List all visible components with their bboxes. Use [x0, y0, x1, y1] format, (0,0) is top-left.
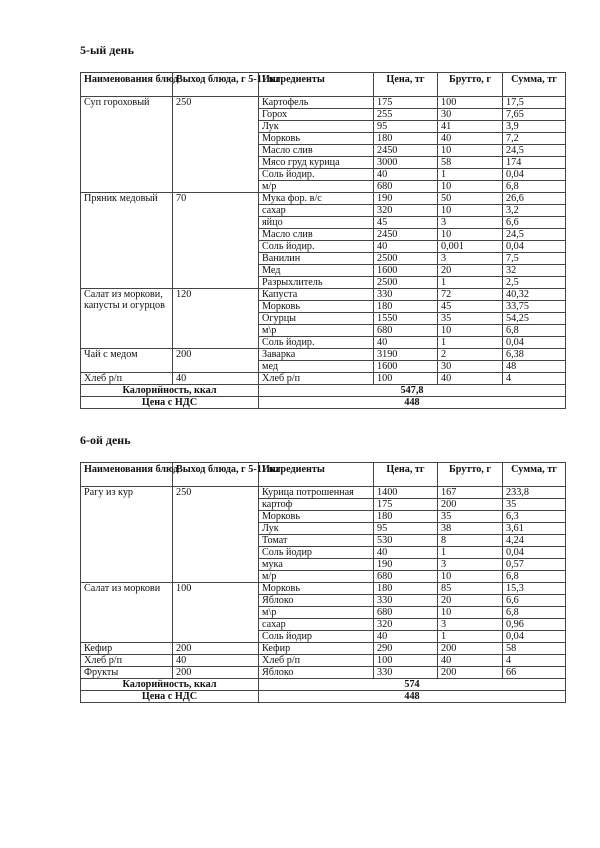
ingredient-price: 180: [374, 301, 438, 313]
ingredient-gross: 1: [438, 169, 503, 181]
ingredient-gross: 3: [438, 559, 503, 571]
ingredient-name: м\р: [259, 607, 374, 619]
dish-name: Суп гороховый: [81, 97, 173, 193]
ingredient-sum: 58: [503, 643, 566, 655]
ingredient-price: 175: [374, 499, 438, 511]
ingredient-sum: 0,04: [503, 631, 566, 643]
ingredient-name: Картофель: [259, 97, 374, 109]
dish-name: Салат из моркови, капусты и огурцов: [81, 289, 173, 349]
dish-yield: 70: [173, 193, 259, 289]
ingredient-sum: 6,38: [503, 349, 566, 361]
dish-name: Рагу из кур: [81, 487, 173, 583]
ingredient-name: Хлеб р/п: [259, 373, 374, 385]
ingredient-sum: 3,9: [503, 121, 566, 133]
ingredient-gross: 30: [438, 109, 503, 121]
ingredient-sum: 0,96: [503, 619, 566, 631]
ingredient-name: Мясо груд курица: [259, 157, 374, 169]
ingredient-name: Соль йодир: [259, 547, 374, 559]
ingredient-sum: 54,25: [503, 313, 566, 325]
header-sum: Сумма, тг: [503, 73, 566, 97]
ingredient-sum: 6,6: [503, 217, 566, 229]
day-title: 5-ый день: [80, 43, 134, 57]
menu-table-day-5: [80, 72, 566, 409]
ingredient-gross: 10: [438, 145, 503, 157]
ingredient-price: 330: [374, 289, 438, 301]
ingredient-gross: 200: [438, 667, 503, 679]
table-row: [81, 373, 566, 385]
ingredient-name: мед: [259, 361, 374, 373]
ingredient-price: 40: [374, 547, 438, 559]
ingredient-gross: 72: [438, 289, 503, 301]
header-yield: Выход блюда, г 5-11 кл: [173, 463, 259, 487]
ingredient-sum: 15,3: [503, 583, 566, 595]
ingredient-price: 1400: [374, 487, 438, 499]
ingredient-sum: 48: [503, 361, 566, 373]
ingredient-gross: 38: [438, 523, 503, 535]
ingredient-sum: 7,2: [503, 133, 566, 145]
ingredient-name: Яблоко: [259, 595, 374, 607]
ingredient-name: Масло слив: [259, 145, 374, 157]
ingredient-name: Лук: [259, 523, 374, 535]
ingredient-gross: 100: [438, 97, 503, 109]
ingredient-sum: 0,04: [503, 547, 566, 559]
ingredient-name: картоф: [259, 499, 374, 511]
price-vat-label: Цена с НДС: [81, 691, 259, 703]
ingredient-price: 3000: [374, 157, 438, 169]
calories-label: Калорийность, ккал: [81, 385, 259, 397]
dish-yield: 200: [173, 643, 259, 655]
ingredient-name: Кефир: [259, 643, 374, 655]
ingredient-price: 40: [374, 337, 438, 349]
ingredient-gross: 10: [438, 229, 503, 241]
ingredient-sum: 24,5: [503, 229, 566, 241]
dish-name: Пряник медовый: [81, 193, 173, 289]
ingredient-gross: 1: [438, 547, 503, 559]
ingredient-price: 1550: [374, 313, 438, 325]
ingredient-name: Капуста: [259, 289, 374, 301]
ingredient-sum: 66: [503, 667, 566, 679]
ingredient-sum: 2,5: [503, 277, 566, 289]
table-row: [81, 487, 566, 499]
ingredient-price: 330: [374, 667, 438, 679]
ingredient-sum: 24,5: [503, 145, 566, 157]
price-vat-value: 448: [259, 691, 566, 703]
table-row: [81, 655, 566, 667]
ingredient-gross: 10: [438, 181, 503, 193]
ingredient-gross: 40: [438, 655, 503, 667]
header-dish: Наименования блюд: [81, 463, 173, 487]
ingredient-name: Морковь: [259, 133, 374, 145]
ingredient-name: Лук: [259, 121, 374, 133]
ingredient-price: 2500: [374, 253, 438, 265]
header-gross: Брутто, г: [438, 463, 503, 487]
dish-name: Хлеб р/п: [81, 655, 173, 667]
ingredient-price: 330: [374, 595, 438, 607]
ingredient-gross: 45: [438, 301, 503, 313]
ingredient-sum: 0,04: [503, 241, 566, 253]
ingredient-sum: 3,2: [503, 205, 566, 217]
ingredient-sum: 6,8: [503, 181, 566, 193]
ingredient-sum: 35: [503, 499, 566, 511]
table-row: [81, 583, 566, 595]
ingredient-gross: 8: [438, 535, 503, 547]
ingredient-name: Соль йодир.: [259, 169, 374, 181]
header-price: Цена, тг: [374, 463, 438, 487]
ingredient-sum: 4: [503, 655, 566, 667]
ingredient-price: 180: [374, 583, 438, 595]
ingredient-price: 100: [374, 373, 438, 385]
ingredient-name: Разрыхлитель: [259, 277, 374, 289]
ingredient-gross: 30: [438, 361, 503, 373]
ingredient-name: Соль йодир: [259, 631, 374, 643]
ingredient-gross: 10: [438, 571, 503, 583]
ingredient-sum: 0,57: [503, 559, 566, 571]
ingredient-name: Яблоко: [259, 667, 374, 679]
ingredient-price: 530: [374, 535, 438, 547]
ingredient-gross: 200: [438, 643, 503, 655]
ingredient-price: 180: [374, 511, 438, 523]
ingredient-sum: 4,24: [503, 535, 566, 547]
ingredient-gross: 200: [438, 499, 503, 511]
ingredient-name: Заварка: [259, 349, 374, 361]
ingredient-gross: 41: [438, 121, 503, 133]
ingredient-sum: 6,8: [503, 325, 566, 337]
ingredient-name: Морковь: [259, 583, 374, 595]
ingredient-sum: 7,65: [503, 109, 566, 121]
calories-value: 574: [259, 679, 566, 691]
price-vat-row: [81, 397, 566, 409]
ingredient-price: 190: [374, 559, 438, 571]
ingredient-price: 190: [374, 193, 438, 205]
table-row: [81, 643, 566, 655]
ingredient-name: Ванилин: [259, 253, 374, 265]
ingredient-gross: 20: [438, 265, 503, 277]
ingredient-name: Морковь: [259, 511, 374, 523]
dish-name: Салат из моркови: [81, 583, 173, 643]
ingredient-sum: 17,5: [503, 97, 566, 109]
ingredient-gross: 85: [438, 583, 503, 595]
dish-yield: 100: [173, 583, 259, 643]
ingredient-price: 290: [374, 643, 438, 655]
ingredient-price: 40: [374, 631, 438, 643]
ingredient-gross: 10: [438, 205, 503, 217]
ingredient-price: 175: [374, 97, 438, 109]
ingredient-price: 1600: [374, 265, 438, 277]
ingredient-name: м/р: [259, 571, 374, 583]
ingredient-gross: 58: [438, 157, 503, 169]
ingredient-price: 3190: [374, 349, 438, 361]
ingredient-name: сахар: [259, 205, 374, 217]
ingredient-gross: 3: [438, 619, 503, 631]
ingredient-price: 320: [374, 205, 438, 217]
ingredient-sum: 26,6: [503, 193, 566, 205]
day-title: 6-ой день: [80, 433, 131, 447]
calories-row: [81, 679, 566, 691]
ingredient-price: 680: [374, 325, 438, 337]
ingredient-gross: 10: [438, 325, 503, 337]
ingredient-price: 45: [374, 217, 438, 229]
ingredient-price: 2500: [374, 277, 438, 289]
menu-table-day-6: [80, 462, 566, 703]
header-row: [81, 73, 566, 97]
header-dish: Наименования блюд: [81, 73, 173, 97]
dish-yield: 120: [173, 289, 259, 349]
ingredient-name: Соль йодир.: [259, 241, 374, 253]
dish-name: Фрукты: [81, 667, 173, 679]
ingredient-sum: 6,8: [503, 571, 566, 583]
ingredient-sum: 233,8: [503, 487, 566, 499]
ingredient-price: 95: [374, 121, 438, 133]
ingredient-price: 1600: [374, 361, 438, 373]
ingredient-name: Морковь: [259, 301, 374, 313]
ingredient-gross: 40: [438, 133, 503, 145]
ingredient-price: 180: [374, 133, 438, 145]
ingredient-gross: 0,001: [438, 241, 503, 253]
ingredient-sum: 7,5: [503, 253, 566, 265]
dish-yield: 250: [173, 487, 259, 583]
ingredient-sum: 33,75: [503, 301, 566, 313]
table-row: [81, 289, 566, 301]
dish-name: Кефир: [81, 643, 173, 655]
ingredient-sum: 6,3: [503, 511, 566, 523]
price-vat-value: 448: [259, 397, 566, 409]
ingredient-name: м/р: [259, 181, 374, 193]
ingredient-gross: 50: [438, 193, 503, 205]
ingredient-gross: 40: [438, 373, 503, 385]
dish-yield: 40: [173, 655, 259, 667]
ingredient-price: 680: [374, 571, 438, 583]
calories-value: 547,8: [259, 385, 566, 397]
ingredient-gross: 10: [438, 607, 503, 619]
ingredient-name: Хлеб р/п: [259, 655, 374, 667]
ingredient-gross: 35: [438, 313, 503, 325]
ingredient-gross: 1: [438, 337, 503, 349]
ingredient-price: 95: [374, 523, 438, 535]
ingredient-sum: 6,6: [503, 595, 566, 607]
ingredient-gross: 1: [438, 277, 503, 289]
ingredient-gross: 1: [438, 631, 503, 643]
calories-row: [81, 385, 566, 397]
header-row: [81, 463, 566, 487]
ingredient-price: 100: [374, 655, 438, 667]
ingredient-name: мука: [259, 559, 374, 571]
ingredient-sum: 0,04: [503, 337, 566, 349]
ingredient-gross: 167: [438, 487, 503, 499]
ingredient-sum: 6,8: [503, 607, 566, 619]
ingredient-gross: 35: [438, 511, 503, 523]
price-vat-row: [81, 691, 566, 703]
ingredient-price: 2450: [374, 145, 438, 157]
ingredient-gross: 3: [438, 217, 503, 229]
table-row: [81, 97, 566, 109]
ingredient-gross: 20: [438, 595, 503, 607]
ingredient-name: Масло слив: [259, 229, 374, 241]
calories-label: Калорийность, ккал: [81, 679, 259, 691]
ingredient-sum: 32: [503, 265, 566, 277]
ingredient-price: 320: [374, 619, 438, 631]
ingredient-gross: 2: [438, 349, 503, 361]
ingredient-sum: 40,32: [503, 289, 566, 301]
ingredient-price: 2450: [374, 229, 438, 241]
ingredient-gross: 3: [438, 253, 503, 265]
ingredient-price: 255: [374, 109, 438, 121]
header-gross: Брутто, г: [438, 73, 503, 97]
ingredient-sum: 174: [503, 157, 566, 169]
ingredient-name: Соль йодир.: [259, 337, 374, 349]
ingredient-price: 40: [374, 169, 438, 181]
ingredient-sum: 3,61: [503, 523, 566, 535]
ingredient-name: Огурцы: [259, 313, 374, 325]
header-sum: Сумма, тг: [503, 463, 566, 487]
ingredient-name: Курица потрошенная: [259, 487, 374, 499]
header-ingredients: Ингредиенты: [259, 463, 374, 487]
dish-yield: 200: [173, 667, 259, 679]
dish-name: Чай с медом: [81, 349, 173, 373]
header-ingredients: Ингредиенты: [259, 73, 374, 97]
ingredient-sum: 0,04: [503, 169, 566, 181]
ingredient-name: Горох: [259, 109, 374, 121]
ingredient-name: Мед: [259, 265, 374, 277]
ingredient-sum: 4: [503, 373, 566, 385]
ingredient-name: сахар: [259, 619, 374, 631]
table-row: [81, 349, 566, 361]
ingredient-name: яйцо: [259, 217, 374, 229]
header-price: Цена, тг: [374, 73, 438, 97]
header-yield: Выход блюда, г 5-11 кл: [173, 73, 259, 97]
price-vat-label: Цена с НДС: [81, 397, 259, 409]
ingredient-name: Томат: [259, 535, 374, 547]
ingredient-price: 680: [374, 607, 438, 619]
dish-yield: 40: [173, 373, 259, 385]
table-row: [81, 667, 566, 679]
dish-yield: 200: [173, 349, 259, 373]
ingredient-name: м\р: [259, 325, 374, 337]
dish-yield: 250: [173, 97, 259, 193]
ingredient-price: 40: [374, 241, 438, 253]
dish-name: Хлеб р/п: [81, 373, 173, 385]
ingredient-price: 680: [374, 181, 438, 193]
ingredient-name: Мука фор. в/с: [259, 193, 374, 205]
table-row: [81, 193, 566, 205]
